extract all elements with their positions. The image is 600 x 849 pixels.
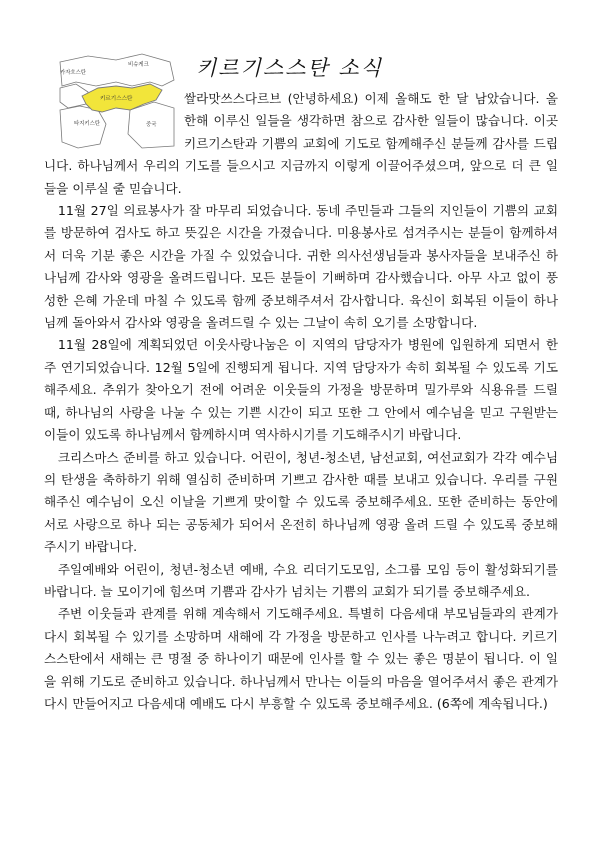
paragraph-medical-service: 11월 27일 의료봉사가 잘 마무리 되었습니다. 동네 주민들과 그들의 지인들이 기쁨의 교회를 방문하여 검사도 하고 뜻깊은 시간을 가졌습니다. 미용봉사로 섬겨주시는 분들이 함께하셔서 더욱 기분 좋은 시간을 가질 수 있었습니다. 귀한 의사선생님들과 봉사자들을 보내주신 하나님께 감사와 영광을 올려드립니다. 모든 분들이 기뻐하며 감사했습니다. 아무 사고 없이 풍성한 은혜 가운데 마칠 수 있도록 함께 중보해주셔서 감사합니다. 육신이 회복된 이들이 하나님께 돌아와서 감사와 영광을 올려드릴 수 있는 그날이 속히 오기를 소망합니다. [44,203,558,331]
paragraph-neighbor-love: 11월 28일에 계획되었던 이웃사랑나눔은 이 지역의 담당자가 병원에 입원하게 되면서 한 주 연기되었습니다. 12월 5일에 진행되게 됩니다. 지역 담당자가 속히 회복될 수 있도록 기도해주세요. 추위가 찾아오기 전에 어려운 이웃들의 가정을 방문하며 밀가루와 식용유를 드릴 때, 하나님의 사랑을 나눌 수 있는 기쁜 시간이 되고 또한 그 안에서 예수님을 믿고 구원받는 이들이 있도록 하나님께서 함께하시며 역사하시기를 기도해주시기 바랍니다. [44,337,558,443]
map-label-china: 중국 [146,122,157,128]
page-title: 키르기스스탄 소식 [196,56,383,80]
map-float-spacer [44,88,184,152]
article-body [44,88,558,715]
paragraph-greeting: 쌀라맛쓰스다르브 (안녕하세요) 이제 올해도 한 달 남았습니다. 올 한해 이루신 일들을 생각하면 참으로 감사한 일들이 많습니다. 이곳 키르기스탄과 기쁨의 교회에 기도로 함께해주신 분들께 감사를 드립니다. 하나님께서 우리의 기도를 들으시고 지금까지 이렇게 이끌어주셨으며, 앞으로 더 큰 일들을 이루실 줄 믿습니다. [44,91,558,196]
paragraph-neighbors: 주변 이웃들과 관계를 위해 계속해서 기도해주세요. 특별히 다음세대 부모님들과의 관계가 다시 회복될 수 있기를 소망하며 새해에 각 가정을 방문하고 인사를 나누려고 합니다. 키르기스스탄에서 새해는 큰 명절 중 하나이기 때문에 인사를 할 수 있는 좋은 명분이 됩니다. 이 일을 위해 기도로 준비하고 있습니다. 하나님께서 만나는 이들의 마음을 열어주셔서 좋은 관계가 다시 만들어지고 다음세대 예배도 다시 부흥할 수 있도록 중보해주세요. (6쪽에 계속됩니다.) [44,606,558,711]
map-label-tajikistan: 타지키스탄 [74,121,101,127]
paragraph-christmas: 크리스마스 준비를 하고 있습니다. 어린이, 청년-청소년, 남선교회, 여선교회가 각각 예수님의 탄생을 축하하기 위해 열심히 준비하며 기쁘고 감사한 때를 보내고 있습니다. 우리를 구원해주신 예수님이 오신 이날을 기쁘게 맞이할 수 있도록 중보해주세요. 또한 준비하는 동안에 서로 사랑으로 하나 되는 공동체가 되어서 온전히 하나님께 영광 올려 드릴 수 있도록 중보해주시기 바랍니다. [44,449,558,555]
map-label-kyrgyzstan: 키르기스스탄 [100,96,133,102]
map-label-bishkek: 비슈케크 [128,62,149,68]
map-label-kazakhstan: 카자흐스탄 [60,70,87,76]
paragraph-worship: 주일예배와 어린이, 청년-청소년 예배, 수요 리더기도모임, 소그룹 모임 등이 활성화되기를 바랍니다. 늘 모이기에 힘쓰며 기쁨과 감사가 넘치는 기쁨의 교회가 되기를 중보해주세요. [44,561,558,599]
